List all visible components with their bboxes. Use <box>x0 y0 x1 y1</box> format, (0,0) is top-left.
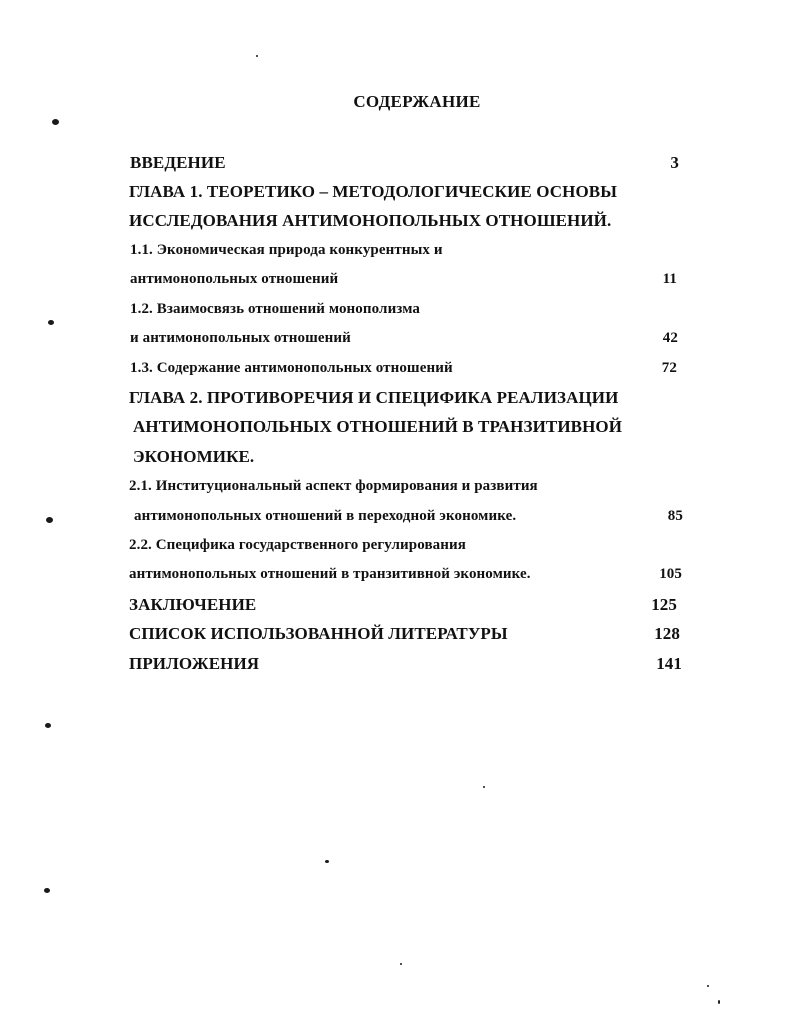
toc-section-2-1: 2.1. Институциональный аспект формирования и развития <box>129 478 538 494</box>
toc-chapter-2-heading-cont: АНТИМОНОПОЛЬНЫХ ОТНОШЕНИЙ В ТРАНЗИТИВНОЙ <box>133 417 623 436</box>
toc-section-1-2-cont: и антимонопольных отношений <box>130 330 351 346</box>
scan-speck <box>707 985 709 987</box>
scan-speck <box>46 517 53 523</box>
toc-section-2-2-cont: антимонопольных отношений в транзитивной экономике. <box>129 566 531 582</box>
toc-entry-bibliography: СПИСОК ИСПОЛЬЗОВАННОЙ ЛИТЕРАТУРЫ <box>129 624 508 643</box>
scan-speck <box>52 119 59 125</box>
scan-speck <box>256 55 258 57</box>
toc-chapter-2-heading: ГЛАВА 2. ПРОТИВОРЕЧИЯ И СПЕЦИФИКА РЕАЛИЗАЦИИ <box>129 388 619 407</box>
toc-page-number: 125 <box>651 595 677 614</box>
toc-entry-conclusion: ЗАКЛЮЧЕНИЕ <box>129 595 257 614</box>
toc-section-2-1-cont: антимонопольных отношений в переходной экономике. <box>134 508 517 524</box>
toc-page-number: 72 <box>661 360 677 376</box>
scan-speck <box>718 1000 720 1004</box>
toc-page-number: 141 <box>656 654 682 673</box>
toc-entry-introduction: ВВЕДЕНИЕ <box>130 153 226 172</box>
toc-page-number: 128 <box>654 624 680 643</box>
scan-speck <box>44 888 50 893</box>
toc-entry-appendices: ПРИЛОЖЕНИЯ <box>129 654 260 673</box>
toc-title: СОДЕРЖАНИЕ <box>353 92 481 111</box>
toc-section-1-1: 1.1. Экономическая природа конкурентных и <box>130 242 443 258</box>
toc-chapter-1-heading-cont: ИССЛЕДОВАНИЯ АНТИМОНОПОЛЬНЫХ ОТНОШЕНИЙ. <box>129 211 612 230</box>
scan-speck <box>48 320 54 325</box>
toc-page-number: 85 <box>667 508 683 524</box>
toc-chapter-2-heading-end: ЭКОНОМИКЕ. <box>133 447 255 466</box>
toc-chapter-1-heading: ГЛАВА 1. ТЕОРЕТИКО – МЕТОДОЛОГИЧЕСКИЕ ОСНОВЫ <box>129 182 617 201</box>
toc-page-number: 105 <box>659 566 682 582</box>
toc-section-1-2: 1.2. Взаимосвязь отношений монополизма <box>130 301 421 317</box>
scan-speck <box>45 723 51 728</box>
scan-speck <box>325 860 329 863</box>
toc-page-number: 42 <box>662 330 678 346</box>
toc-page-number: 11 <box>662 271 677 287</box>
toc-section-2-2: 2.2. Специфика государственного регулирования <box>129 537 466 553</box>
toc-section-1-1-cont: антимонопольных отношений <box>130 271 339 287</box>
scan-speck <box>483 786 485 788</box>
toc-page-number: 3 <box>670 153 679 172</box>
toc-section-1-3: 1.3. Содержание антимонопольных отношений <box>130 360 453 376</box>
scan-speck <box>400 963 402 965</box>
